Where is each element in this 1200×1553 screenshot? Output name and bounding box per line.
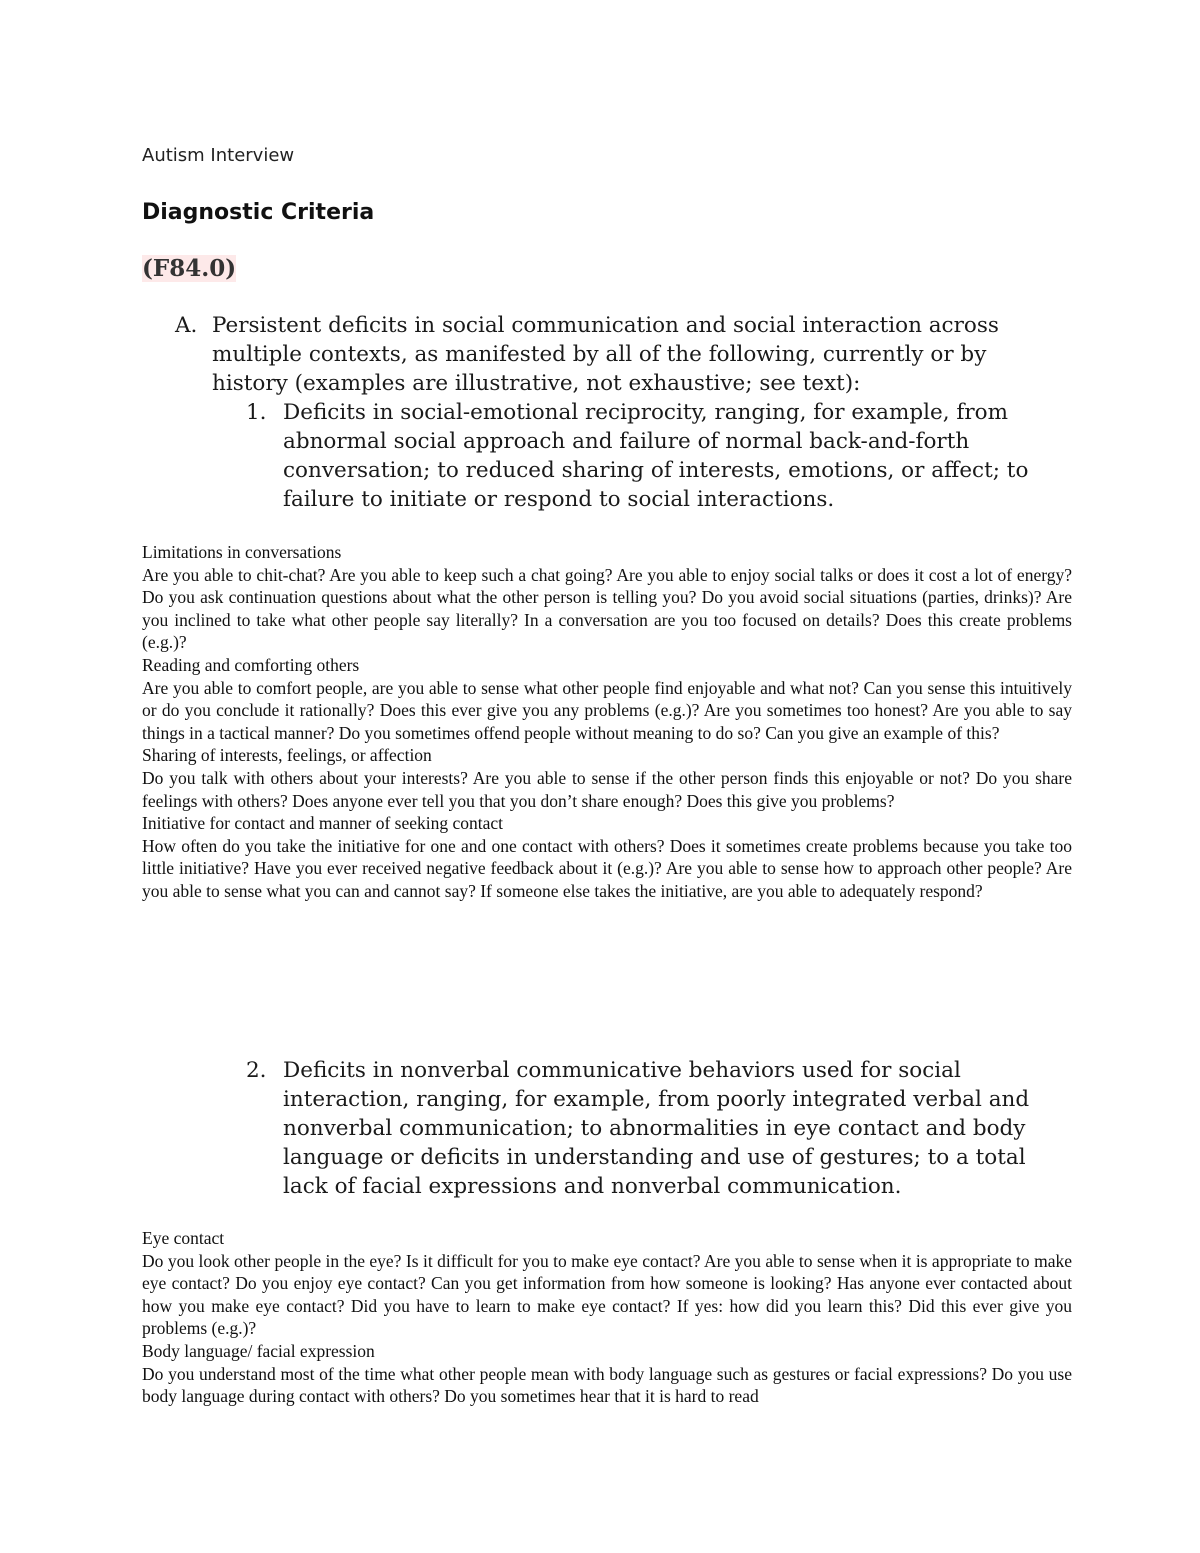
topic-questions: Are you able to chit-chat? Are you able to keep such a chat going? Are you able to enjoy social talks or does it cost a lot of energy? Do you ask continuation questions about what the other person is telling you? Do you avoid social situations (parties, drinks)? Are you inclined to take what other people say literally? In a conversation are you too focused on details? Does this create problems (e.g.)? <box>142 564 1072 653</box>
criterion-a-text: Persistent deficits in social communication and social interaction across multiple contexts, as manifested by all of the following, currently or by history (examples are illustrative, not exhaustive; see text): <box>212 313 999 396</box>
interview-questions-1 <box>142 541 1072 903</box>
topic-questions: Are you able to comfort people, are you able to sense what other people find enjoyable and what not? Can you sense this intuitively or do you conclude it rationally? Does this ever give you any problems (e.g.)? Are you sometimes too honest? Are you able to say things in a tactical manner? Do you sometimes offend people without meaning to do so? Can you give an example of this? <box>142 677 1072 743</box>
criterion-item-1-text: Deficits in social-emotional reciprocity, ranging, for example, from abnormal social approach and failure of normal back-and-forth conversation; to reduced sharing of interests, emotions, or affect; to failure to initiate or respond to social interactions. <box>283 400 1029 512</box>
topic-questions: How often do you take the initiative for one and one contact with others? Does it sometimes create problems because you take too little initiative? Have you ever received negative feedback about it (e.g.)? Are you able to sense how to approach other people? Are you able to sense what you can and cannot say? If someone else takes the initiative, are you able to adequately respond? <box>142 835 1072 901</box>
topic-questions: Do you talk with others about your interests? Are you able to sense if the other person finds this enjoyable or not? Do you share feelings with others? Does anyone ever tell you that you don’t share enough? Does this give you problems? <box>142 767 1072 811</box>
diagnostic-code-text: (F84.0) <box>142 255 237 282</box>
topic-label: Body language/ facial expression <box>142 1340 375 1361</box>
topic-label: Eye contact <box>142 1228 225 1248</box>
interview-questions-2 <box>142 1227 1072 1408</box>
topic-questions: Do you look other people in the eye? Is it difficult for you to make eye contact? Are you able to sense when it is appropriate to make eye contact? Do you enjoy eye contact? Can you get information from how someone is looking? Has anyone ever contacted about how you make eye contact? Did you have to learn to make eye contact? If yes: how did you learn this? Did this ever give you problems (e.g.)? <box>142 1250 1072 1339</box>
topic-label: Limitations in conversations <box>142 542 342 562</box>
section-heading: Diagnostic Criteria <box>142 200 375 225</box>
topic-questions: Do you understand most of the time what other people mean with body language such as gestures or facial expressions? Do you use body language during contact with others? Do you sometimes hear that it is hard to read <box>142 1363 1072 1407</box>
document-title: Autism Interview <box>142 145 295 166</box>
diagnostic-code <box>142 255 236 282</box>
topic-label: Reading and comforting others <box>142 654 360 675</box>
criterion-item-2-text: Deficits in nonverbal communicative behaviors used for social interaction, ranging, for example, from poorly integrated verbal and nonverbal communication; to abnormalities in eye contact and body language or deficits in understanding and use of gestures; to a total lack of facial expressions and nonverbal communication. <box>283 1058 1030 1199</box>
criterion-a-marker: A. <box>175 313 198 338</box>
criterion-item-1-marker: 1. <box>246 400 267 425</box>
topic-label: Sharing of interests, feelings, or affection <box>142 745 432 766</box>
topic-label: Initiative for contact and manner of seeking contact <box>142 813 504 834</box>
criterion-item-2-marker: 2. <box>246 1058 267 1083</box>
